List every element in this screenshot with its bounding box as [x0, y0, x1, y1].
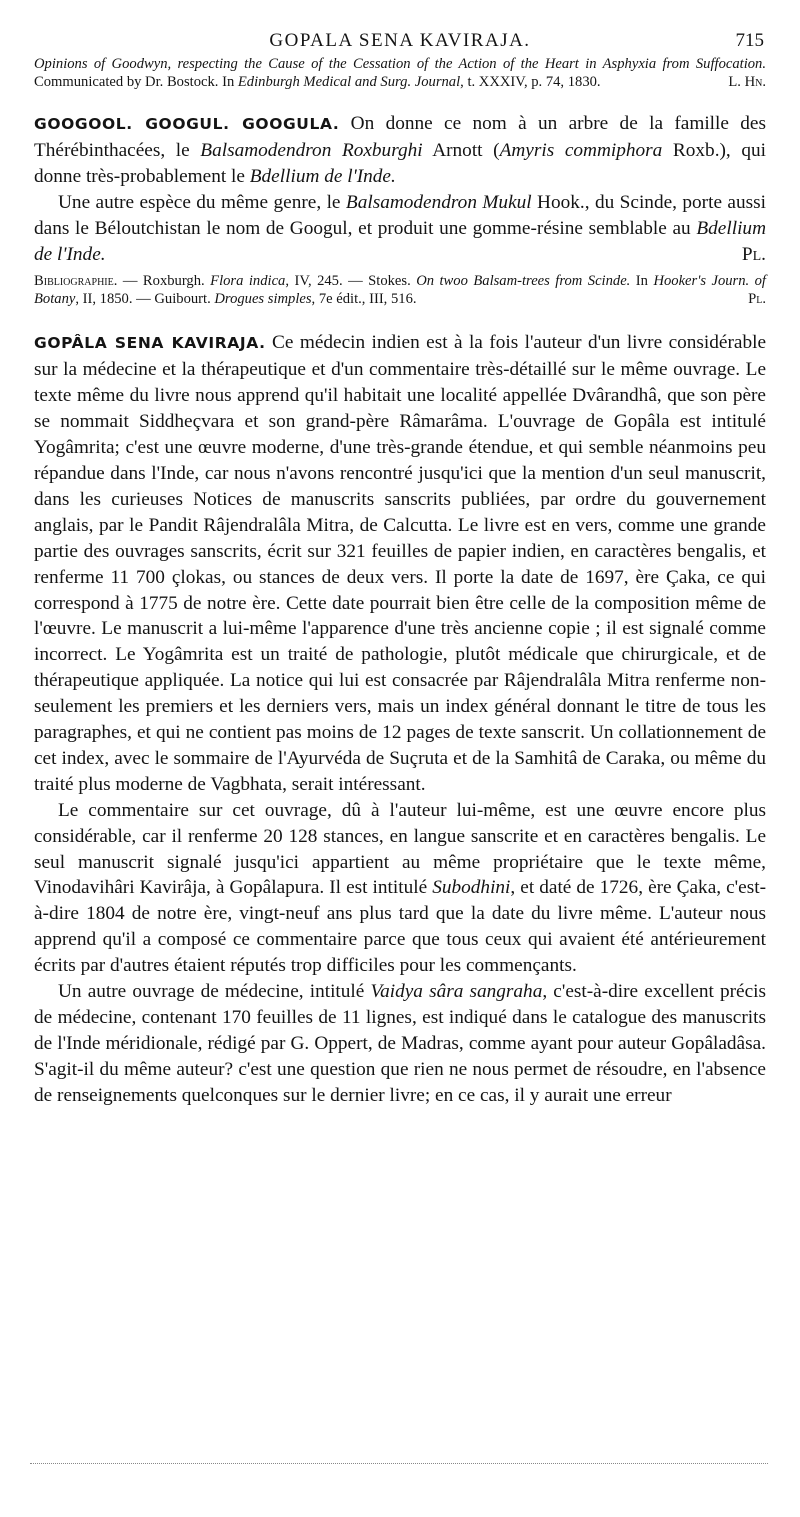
- bibliography-label: Bibliographie.: [34, 273, 118, 290]
- entry-headword: GOOGOOL. GOOGUL. GOOGULA.: [34, 115, 340, 133]
- footer-dotted-rule: [30, 1463, 768, 1466]
- entry-text: Arnott (: [422, 139, 500, 161]
- species-name: Balsamodendron Roxburghi: [200, 139, 423, 161]
- species-name: Balsamodendron Mukul: [345, 191, 532, 213]
- work-title: Subodhini: [432, 877, 511, 899]
- googool-paragraph-2: [34, 190, 766, 268]
- bibliography-text: , IV, 245. — Stokes.: [285, 273, 417, 290]
- opinions-text: Communicated by Dr. Bostock. In: [34, 73, 238, 90]
- bibliography-text: In: [630, 273, 654, 290]
- entry-text: Le commentaire sur cet ouvrage, dû à l'auteur lui-même, est une œuvre encore plus considérable, car il renferme 20 128 stances, en langue sanscrite et en caractères bengalis. Le seul manuscrit signalé jusqu'ici appartient au même propriétaire que le texte même, Vinodavihâri Kavirâja, à Gopâlapura. Il est intitulé: [34, 799, 766, 899]
- bibliography-title: Flora indica: [210, 273, 286, 290]
- entry-text: Une autre espèce du même genre, le: [58, 191, 346, 213]
- running-title: GOPALA SENA KAVIRAJA.: [269, 30, 531, 51]
- author-signature: L. Hn.: [728, 73, 766, 90]
- author-signature: Pl.: [741, 243, 766, 265]
- gopala-paragraph-2: [34, 798, 766, 979]
- entry-text: , et daté de 1726, ère Çaka, c'est-à-dire 1804 de notre ère, vingt-neuf ans plus tard que la date du livre même. L'auteur nous apprend qu'il a composé ce commentaire parce que tous ceux qui avaient été antérieurement écrits par d'autres étaient réputés trop difficiles pour les commençants.: [34, 877, 766, 977]
- bibliography-text: — Roxburgh.: [117, 273, 211, 290]
- entry-text: , c'est-à-dire excellent précis de médecine, contenant 170 feuilles de 11 lignes, est indiqué dans le catalogue des manuscrits de l'Inde méridionale, rédigé par G. Oppert, de Madras, comme ayant pour auteur Gopâladâsa. S'agit-il du même auteur? c'est une question que rien ne nous permet de résoudre, en l'absence de renseignements quelconques sur le dernier livre; en ce cas, il y aurait une erreur: [34, 981, 766, 1106]
- bibliography: [34, 273, 766, 308]
- page: [34, 26, 766, 1109]
- entry-text: On donne ce nom à un arbre de la famille des Thérébinthacées, le: [34, 113, 766, 161]
- bibliography-text: , 7e édit., III, 516.: [311, 290, 417, 307]
- page-number: 715: [735, 30, 764, 51]
- opinions-reference: [34, 56, 766, 91]
- journal-title: Edinburgh Medical and Surg. Journal: [237, 73, 461, 90]
- bibliography-title: On twoo Balsam-trees from Scinde.: [416, 273, 631, 290]
- entry-text: Un autre ouvrage de médecine, intitulé: [58, 981, 371, 1003]
- opinions-citation: , t. XXXIV, p. 74, 1830.: [460, 73, 601, 90]
- entry-text: Hook., du Scinde, porte aussi dans le Béloutchistan le nom de Googul, et produit une gomme-résine semblable au: [34, 191, 766, 239]
- species-name: Bdellium de l'Inde.: [34, 217, 766, 265]
- entry-headword: GOPÂLA SENA KAVIRAJA.: [34, 334, 266, 353]
- gopala-entry: [34, 330, 766, 797]
- entry-text: Roxb.), qui donne très-probablement le: [34, 139, 767, 187]
- opinions-title: Opinions of Goodwyn, respecting the Cause of the Cessation of the Action of the Heart in Asphyxia from Suffocation.: [34, 56, 766, 72]
- work-title: Vaidya sâra sangraha: [370, 981, 543, 1003]
- bibliography-title: Hooker's Journ. of Botany: [34, 273, 766, 307]
- author-signature: Pl.: [748, 290, 766, 307]
- gopala-paragraph-3: [34, 979, 766, 1109]
- bibliography-text: , II, 1850. — Guibourt.: [75, 290, 215, 307]
- googool-entry: [34, 111, 766, 190]
- species-name: Amyris commiphora: [499, 139, 663, 161]
- species-name: Bdellium de l'Inde.: [249, 165, 396, 187]
- bibliography-title: Drogues simples: [214, 290, 312, 307]
- entry-text: Ce médecin indien est à la fois l'auteur d'un livre considérable sur la médecine et la thérapeutique et d'un commentaire très-détaillé sur le même ouvrage. Le texte même du livre nous apprend qu'il habitait une localité appellée Dvârandhâ, que son père se nommait Siddheçvara et son grand-père Râmarâma. L'ouvrage de Gopâla est intitulé Yogâmrita; c'est une œuvre moderne, d'une très-grande étendue, et qui semble néanmoins peu répandue dans l'Inde, car nous n'avons rencontré jusqu'ici que la mention d'un seul manuscrit, dans les curieuses Notices de manuscrits sanscrits publiées, par ordre du gouvernement anglais, par le Pandit Râjendralâla Mitra, de Calcutta. Le livre est en vers, comme une grande partie des ouvrages sanscrits, écrit sur 321 feuilles de papier indien, en caractères bengalis, et renferme 11 700 çlokas, ou stances de deux vers. Il porte la date de 1697, ère Çaka, ce qui correspond à 1775 de notre ère. Cette date pourrait bien être celle de la composition même de l'œuvre. Le manuscrit a lui-même l'apparence d'une très ancienne copie ; il est signalé comme incorrect. Le Yogâmrita est un traité de pathologie, plutôt médicale que chirurgicale, et de thérapeutique appliquée. La notice qui lui est consacrée par Râjendralâla Mitra renferme non-seulement les premiers et les derniers vers, mais un index général donnant le titre de tous les paragraphes, et qui ne contient pas moins de 12 pages de texte sanscrit. Un collationnement de cet index, avec le sommaire de l'Ayurvéda de Suçruta et de la Samhitâ de Caraka, ou même du traité plus moderne de Vagbhata, serait intéressant.: [34, 332, 766, 795]
- running-header: [34, 26, 766, 56]
